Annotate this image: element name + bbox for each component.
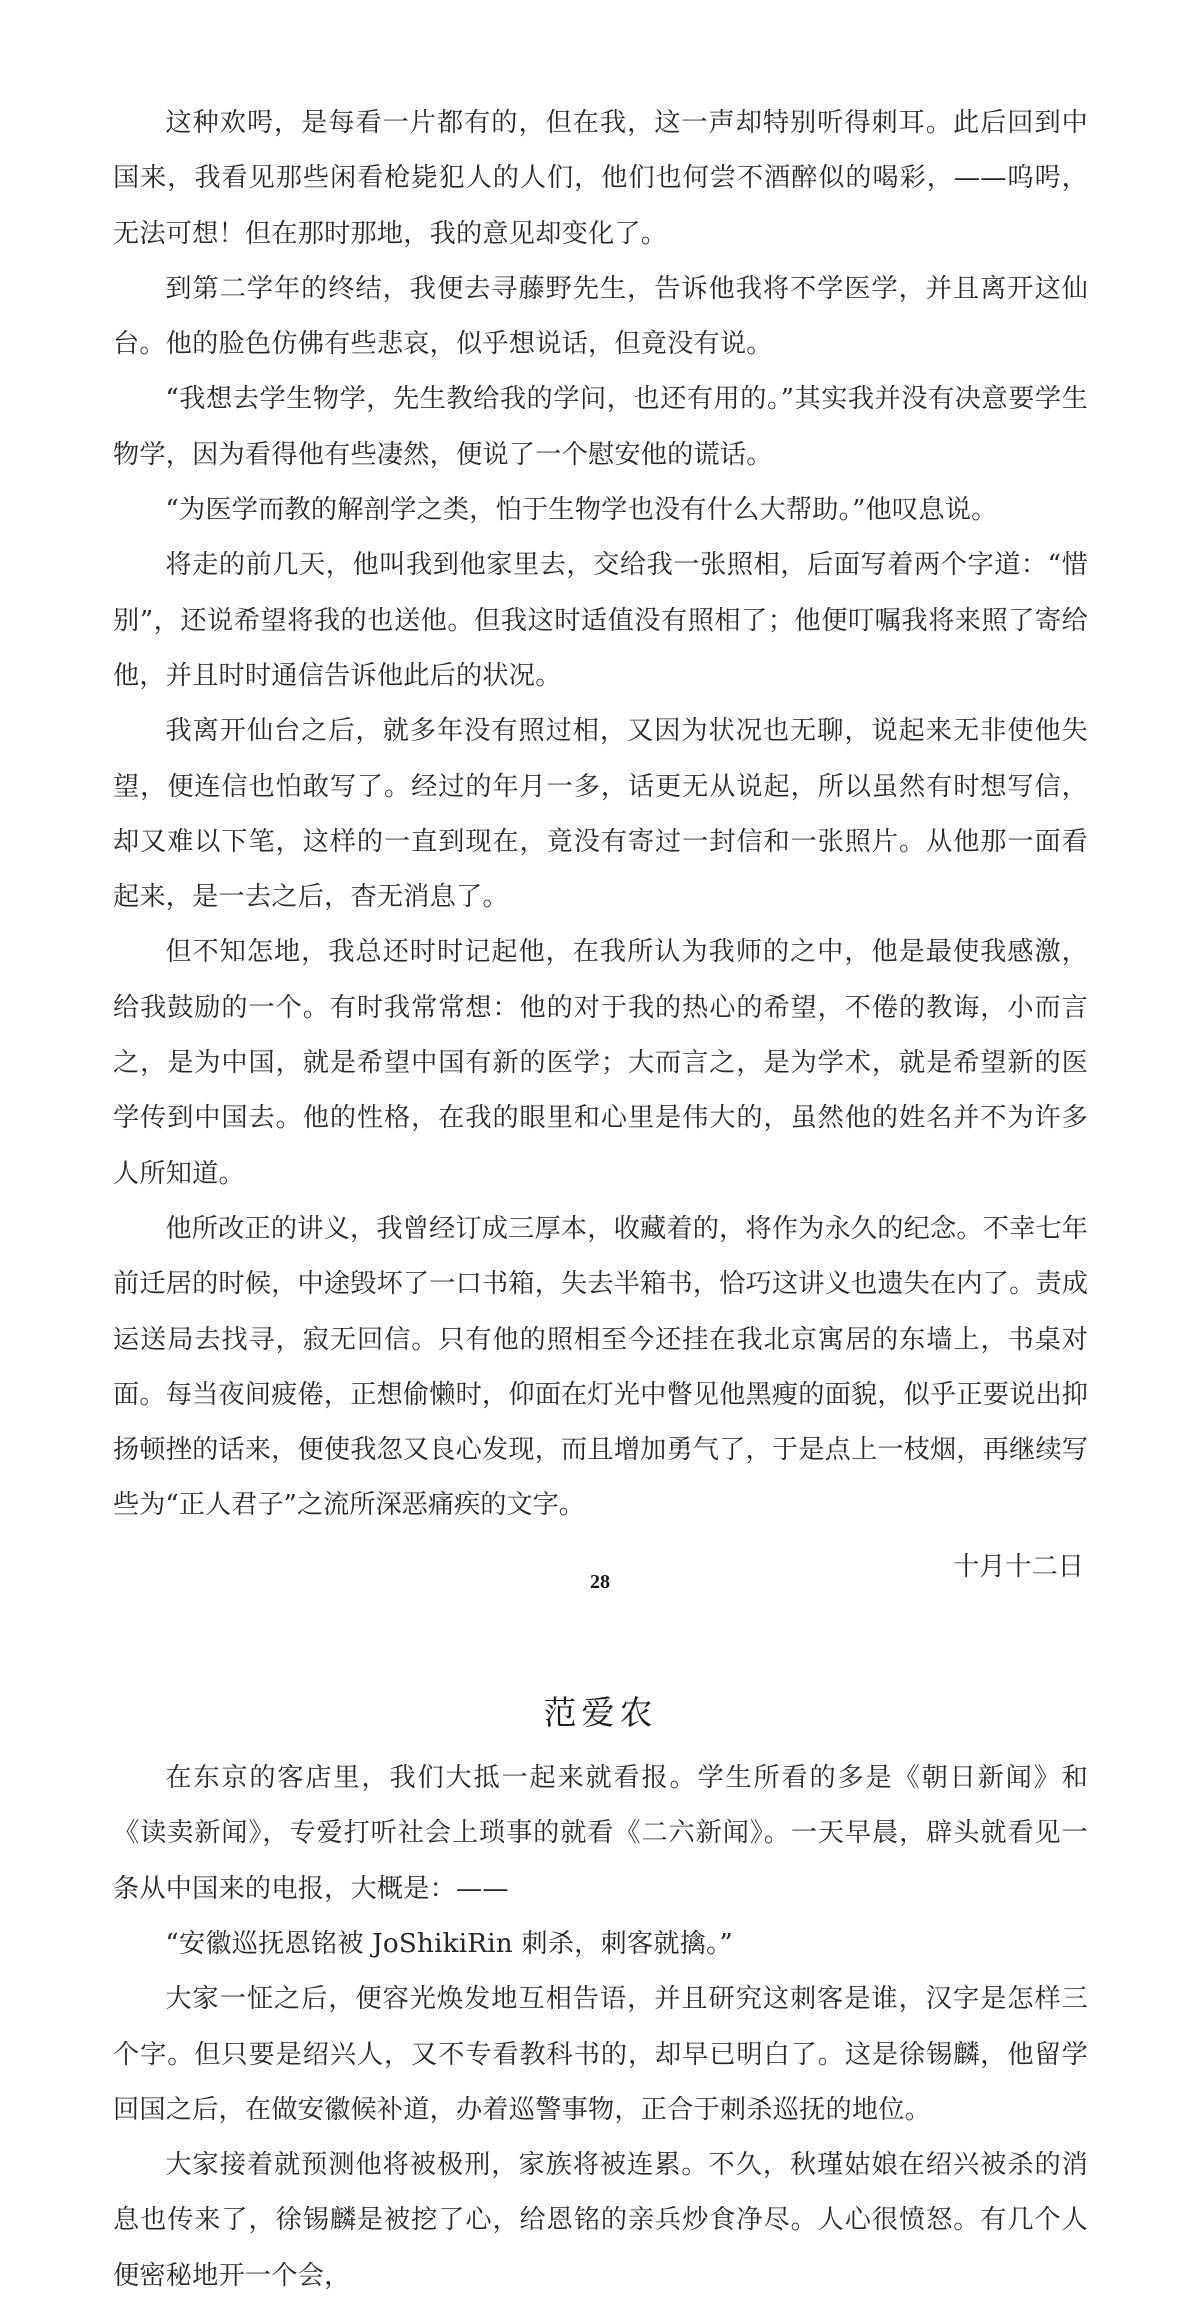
paragraph: 在东京的客店里，我们大抵一起来就看报。学生所看的多是《朝日新闻》和《读卖新闻》，专爱打听社会上琐事的就看《二六新闻》。一天早晨，辟头就看见一条从中国来的电报，大概是：—— <box>113 1763 1088 1904</box>
paragraph: “我想去学生物学，先生教给我的学问，也还有用的。”其实我并没有决意要学生物学，因为看得他有些凄然，便说了一个慰安他的谎话。 <box>113 384 1088 470</box>
paragraph: “安徽巡抚恩铭被 JoShikiRin 刺杀，刺客就擒。” <box>165 1928 733 1959</box>
section-spacer <box>113 1595 1088 1631</box>
page-content <box>113 96 1088 2304</box>
paragraph: 但不知怎地，我总还时时记起他，在我所认为我师的之中，他是最使我感激，给我鼓励的一个。有时我常常想：他的对于我的热心的希望，不倦的教诲，小而言之，是为中国，就是希望中国有新的医学；大而言之，是为学术，就是希望新的医学传到中国去。他的性格，在我的眼里和心里是伟大的，虽然他的姓名并不为许多人所知道。 <box>113 937 1088 1189</box>
essay-title: 范爱农 <box>543 1693 658 1733</box>
paragraph: 大家一怔之后，便容光焕发地互相告语，并且研究这刺客是谁，汉字是怎样三个字。但只要是绍兴人，又不专看教科书的，却早已明白了。这是徐锡麟，他留学回国之后，在做安徽候补道，办着巡警事物，正合于刺杀巡抚的地位。 <box>113 1984 1088 2125</box>
paragraph: 到第二学年的终结，我便去寻藤野先生，告诉他我将不学医学，并且离开这仙台。他的脸色仿佛有些悲哀，似乎想说话，但竟没有说。 <box>113 273 1088 360</box>
paragraph: 大家接着就预测他将被极刑，家族将被连累。不久，秋瑾姑娘在绍兴被杀的消息也传来了，徐锡麟是被挖了心，给恩铭的亲兵炒食净尽。人心很愤怒。有几个人便密秘地开一个会， <box>113 2150 1088 2291</box>
paragraph: “为医学而教的解剖学之类，怕于生物学也没有什么大帮助。”他叹息说。 <box>165 495 998 526</box>
paragraph: 我离开仙台之后，就多年没有照过相，又因为状况也无聊，说起来无非使他失望，便连信也怕敢写了。经过的年月一多，话更无从说起，所以虽然有时想写信，却又难以下笔，这样的一直到现在，竟没有寄过一封信和一张照片。从他那一面看起来，是一去之后，杳无消息了。 <box>113 716 1088 913</box>
paragraph: 将走的前几天，他叫我到他家里去，交给我一张照相，后面写着两个字道：“惜别”，还说希望将我的也送他。但我这时适值没有照相了；他便叮嘱我将来照了寄给他，并且时时通信告诉他此后的状况。 <box>113 550 1088 691</box>
paragraph: 这种欢呺，是每看一片都有的，但在我，这一声却特别听得刺耳。此后回到中国来，我看见那些闲看枪毙犯人的人们，他们也何尝不酒醉似的喝彩，——呜呺，无法可想！但在那时那地，我的意见却变化了。 <box>113 108 1088 249</box>
essay-dateline: 十月十二日 <box>953 1551 1084 1582</box>
paragraph: 他所改正的讲义，我曾经订成三厚本，收藏着的，将作为永久的纪念。不幸七年前迁居的时候，中途毁坏了一口书箱，失去半箱书，恰巧这讲义也遗失在内了。责成运送局去找寻，寂无回信。只有他的照相至今还挂在我北京寓居的东墙上，书桌对面。每当夜间疲倦，正想偷懒时，仰面在灯光中瞥见他黑瘦的面貌，似乎正要说出抑扬顿挫的话来，便使我忽又良心发现，而且增加勇气了，于是点上一枝烟，再继续写些为“正人君子”之流所深恶痛疾的文字。 <box>113 1213 1088 1521</box>
essay-end-body <box>113 96 1088 1595</box>
page-number: 28 <box>590 1571 610 1593</box>
next-essay-body <box>113 1751 1088 2304</box>
